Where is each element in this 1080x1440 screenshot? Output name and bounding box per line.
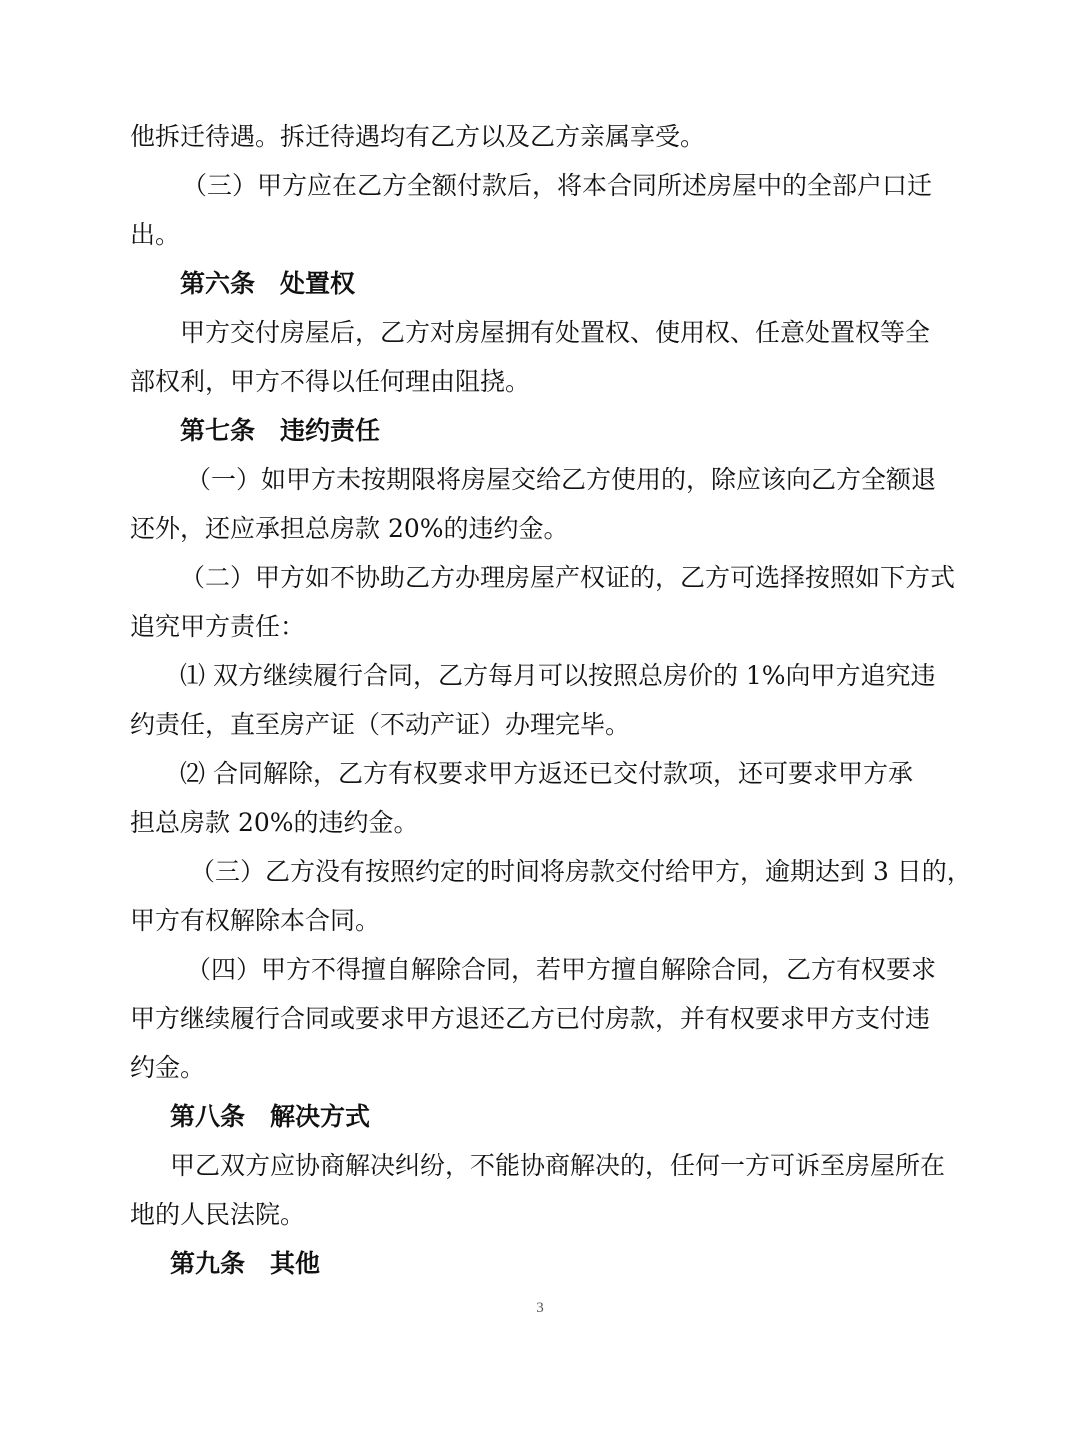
document-body: [130, 112, 972, 1288]
text-line: （三）甲方应在乙方全额付款后，将本合同所述房屋中的全部户口迁: [182, 171, 933, 200]
text-line: （二）甲方如不协助乙方办理房屋产权证的，乙方可选择按照如下方式: [180, 563, 956, 592]
text-line: 出。: [130, 220, 181, 249]
paragraph-relocation-benefits: [130, 112, 950, 161]
text-line: 约责任，直至房产证（不动产证）办理完毕。: [130, 710, 631, 739]
article-6-heading: 第六条 处置权: [180, 269, 356, 298]
text-line: 甲乙双方应协商解决纠纷，不能协商解决的，任何一方可诉至房屋所在: [170, 1151, 946, 1180]
paragraph-breach-1: [130, 455, 950, 553]
text-line: （四）甲方不得擅自解除合同，若甲方擅自解除合同，乙方有权要求: [186, 955, 937, 984]
text-line: 地的人民法院。: [130, 1200, 306, 1229]
paragraph-disposal-right: [130, 308, 950, 406]
text-line: 追究甲方责任：: [130, 612, 306, 641]
article-9-heading: 第九条 其他: [170, 1249, 321, 1278]
text-line: （三）乙方没有按照约定的时间将房款交付给甲方，逾期达到 3 日的，: [190, 857, 972, 886]
paragraph-breach-2-item-2: [130, 749, 950, 847]
text-line: 还外，还应承担总房款 20%的违约金。: [130, 514, 569, 543]
paragraph-breach-3: [130, 847, 972, 945]
text-line: ⑵ 合同解除，乙方有权要求甲方返还已交付款项，还可要求甲方承: [180, 759, 913, 788]
article-7-heading: 第七条 违约责任: [180, 416, 381, 445]
text-line: 担总房款 20%的违约金。: [130, 808, 419, 837]
text-line: 约金。: [130, 1053, 206, 1082]
text-line: 甲方有权解除本合同。: [130, 906, 381, 935]
paragraph-breach-2: [130, 553, 956, 651]
page-number: 3: [536, 1300, 544, 1316]
paragraph-breach-4: [130, 945, 950, 1092]
text-line: 甲方继续履行合同或要求甲方退还乙方已付房款，并有权要求甲方支付违: [130, 1004, 931, 1033]
article-8-heading: 第八条 解决方式: [170, 1102, 371, 1131]
text-line: ⑴ 双方继续履行合同，乙方每月可以按照总房价的 1%向甲方追究违: [180, 661, 936, 690]
paragraph-breach-2-item-1: [130, 651, 950, 749]
paragraph-dispute-resolution: [130, 1141, 950, 1239]
text-line: 甲方交付房屋后，乙方对房屋拥有处置权、使用权、任意处置权等全: [180, 318, 931, 347]
text-line: 部权利，甲方不得以任何理由阻挠。: [130, 367, 531, 396]
text-line: （一）如甲方未按期限将房屋交给乙方使用的，除应该向乙方全额退: [186, 465, 937, 494]
paragraph-household-registration: [130, 161, 950, 259]
text-line: 他拆迁待遇。拆迁待遇均有乙方以及乙方亲属享受。: [130, 122, 706, 151]
